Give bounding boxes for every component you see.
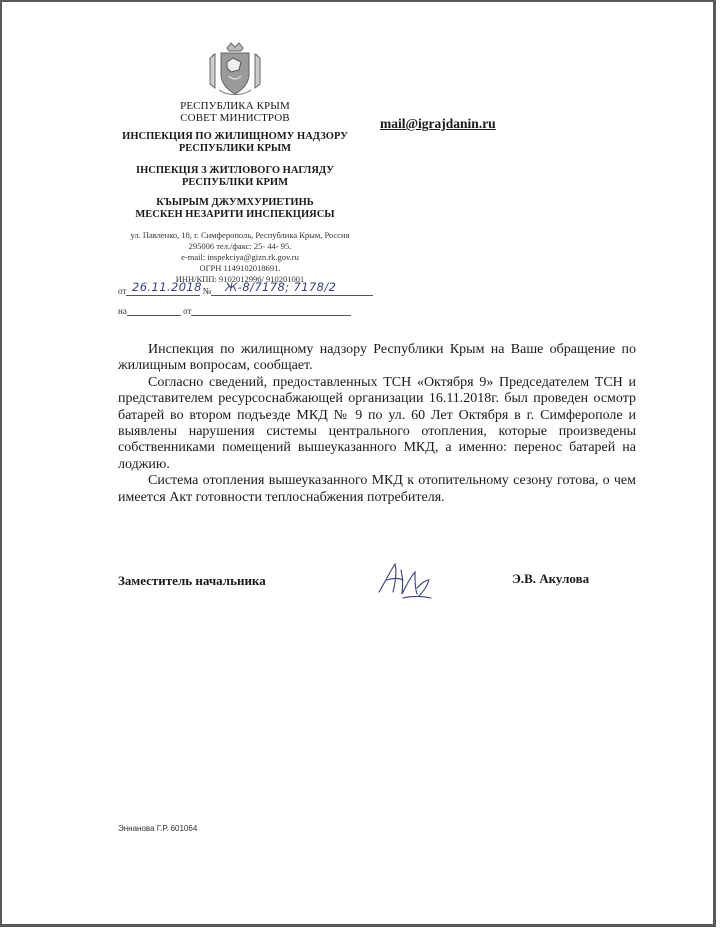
ref-on-label: на [118, 306, 127, 316]
org-name-crh-line2: МЕСКЕН НЕЗАРИТИ ИНСПЕКЦИЯСЫ [135, 209, 335, 220]
ref-from-label: от [118, 286, 127, 296]
handwritten-signature-icon [373, 558, 437, 602]
executor-note: Эннанова Г.Р. 601064 [118, 824, 198, 833]
signatory-title: Заместитель начальника [118, 573, 266, 588]
ref-number-handwritten: Ж-8/7178; 7178/2 [225, 280, 337, 294]
body-paragraph-2: Согласно сведений, предоставленных ТСН «Октября 9» Председателем ТСН и представителем ресурсоснабжающей организации 16.11.2018г. был проведен осмотр батарей во втором подъезде МКД № 9 по ул. 60 Лет Октября в г. Симферополе и выявлены нарушения системы центрального отопления, которые произведены собственниками помещений вышеуказанного МКД, а именно: перенос батарей на лоджию. [118, 374, 636, 472]
org-name-ru [120, 131, 350, 155]
council-name: СОВЕТ МИНИСТРОВ [180, 112, 290, 124]
contact-address: ул. Павленко, 18, г. Симферополь, Республика Крым, Россия [130, 230, 350, 240]
letter-body [118, 342, 636, 506]
body-paragraph-1: Инспекция по жилищному надзору Республики Крым на Ваше обращение по жилищным вопросам, сообщает. [118, 342, 636, 374]
contact-block [115, 230, 365, 285]
signatory-name: Э.В. Акулова [512, 571, 590, 586]
ref-on-line [118, 306, 351, 316]
ref-number-label: № [202, 286, 212, 296]
ref-date-handwritten: 26.11.2018 [132, 280, 202, 294]
org-name-crh [120, 197, 350, 221]
contact-inn: ИНН/КПП: 9102012996/ 910201001 [175, 274, 305, 284]
org-name-ua-line1: ІНСПЕКЦІЯ З ЖИТЛОВОГО НАГЛЯДУ [136, 165, 334, 176]
ref-from-label-2: от [183, 306, 192, 316]
republic-name: РЕСПУБЛИКА КРЫМ [180, 100, 290, 112]
recipient-email[interactable]: mail@igrajdanin.ru [380, 116, 496, 131]
org-name-ru-line2: РЕСПУБЛИКИ КРЫМ [178, 143, 292, 154]
contact-phone: 295006 тел./факс: 25- 44- 95. [188, 241, 292, 251]
org-name-ua-line2: РЕСПУБЛІКИ КРИМ [182, 177, 288, 188]
org-name-ru-line1: ИНСПЕКЦИЯ ПО ЖИЛИЩНОМУ НАДЗОРУ [122, 131, 348, 142]
org-name-ua [120, 165, 350, 189]
coat-of-arms-icon [205, 40, 265, 98]
contact-email: e-mail: inspekciya@gizn.rk.gov.ru [181, 252, 299, 262]
body-paragraph-3: Система отопления вышеуказанного МКД к отопительному сезону готова, о чем имеется Акт готовности теплоснабжения потребителя. [118, 473, 636, 505]
org-name-crh-line1: КЪЫРЫМ ДЖУМХУРИЕТИНЬ [156, 197, 314, 208]
contact-ogrn: ОГРН 1149102018691. [199, 263, 281, 273]
